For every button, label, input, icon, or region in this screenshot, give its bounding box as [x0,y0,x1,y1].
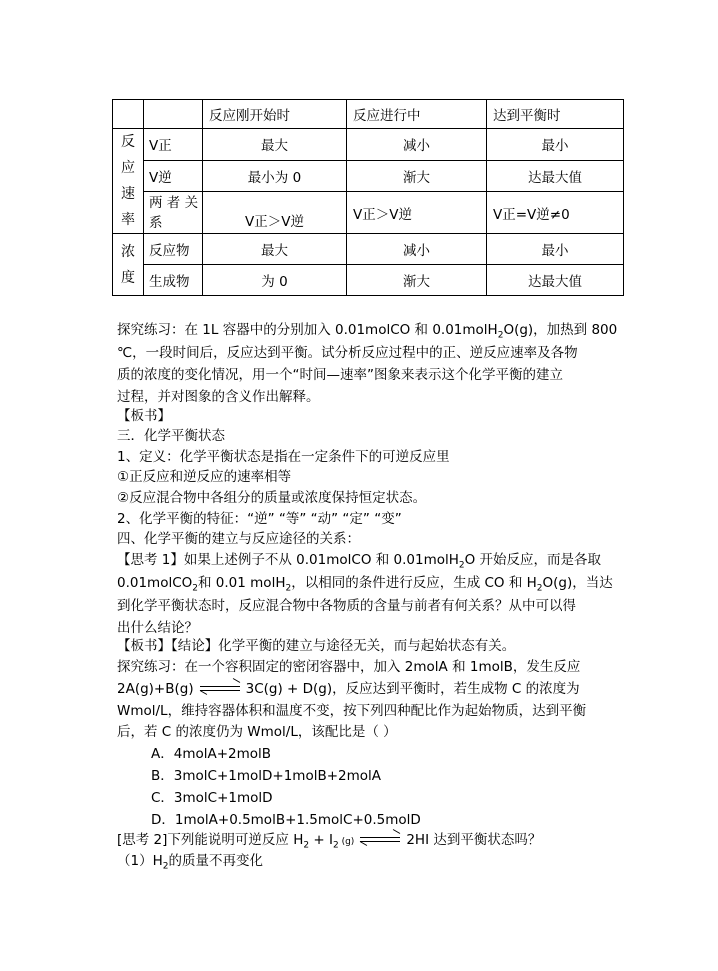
text-line: $(1)H_2$的质量不再变化 [117,853,263,872]
table-header-cell: 反应刚开始时 [203,100,347,129]
text-line: 质的浓度的变化情况，用一个“时间—速率”图象来表示这个化学平衡的建立 [117,367,563,383]
text-line: ①正反应和逆反应的速率相等 [117,469,292,485]
equilibrium-arrow-icon [360,835,400,845]
text-line: ②反应混合物中各组分的质量或浓度保持恒定状态。 [117,490,427,506]
text-line: 1、定义：化学平衡状态是指在一定条件下的可逆反应里 [117,449,450,465]
table-row [113,160,624,192]
text-line: 过程，并对图象的含义作出解释。 [117,389,320,405]
text-line: 后，若 C 的浓度仍为 Wmol/L，该配比是（ ） [117,724,397,740]
table-header-cell: 达到平衡时 [487,100,624,129]
table-cell: 达最大值 [487,160,624,192]
table-cell: 最大 [203,234,347,265]
option-d: D．1molA+0.5molB+1.5molC+0.5molD [151,812,421,828]
equilibrium-table [112,99,624,296]
table-row [113,234,624,265]
text-line: 探究练习：在 1L 容器中的分别加入 0.01molCO 和 0.01molH$_2$O(g)，加热到 800 [117,322,618,341]
text-line: 2、化学平衡的特征：“逆” “等” “动” “定” “变” [117,511,402,527]
table-header-row [113,100,624,129]
table-header-cell [144,100,203,129]
table-cell: 最小为 0 [203,160,347,192]
table-row [113,265,624,296]
text-line: 到化学平衡状态时，反应混合物中各物质的含量与前者有何关系？从中可以得 [117,598,576,614]
row-label: V正 [144,129,203,161]
table-cell: 渐大 [347,265,487,296]
option-c: C．3molC+1molD [151,790,273,806]
group-label-concentration: 浓 度 [113,234,144,296]
row-label: 反应物 [144,234,203,265]
group-label-rate: 反 应 速 率 [113,129,144,234]
table-cell: V正=V逆≠0 [487,192,624,234]
text-line: Wmol/L，维持容器体积和温度不变，按下列四种配比作为起始物质，达到平衡 [117,703,587,719]
table-cell: 减小 [347,234,487,265]
text-line: ℃，一段时间后，反应达到平衡。试分析反应过程中的正、逆反应速率及各物 [117,345,578,361]
section-heading: 三．化学平衡状态 [117,428,225,444]
text-line: 【板书】【结论】化学平衡的建立与途径无关，而与起始状态有关。 [117,638,516,654]
table-header-cell: 反应进行中 [347,100,487,129]
table-cell: 达最大值 [487,265,624,296]
table-cell: V正＞V逆 [347,192,487,234]
table-header-cell [113,100,144,129]
text-line: 【板书】 [117,408,171,424]
text-line: 【思考 1】如果上述例子不从 0.01molCO 和 0.01molH$_2$O 开始反应，而是各取 [117,552,602,571]
text-line: [思考 2]下列能说明可逆反应 $H_2 + I_2$ (g) 2HI 达到平衡状态吗？ [117,830,541,850]
text-line: 0.01molCO$_2$和 0.01 molH$_2$，以相同的条件进行反应，生成 CO 和 $H_2O(g)$，当达 [117,575,613,594]
text-line: 2A(g)+B(g) 3C(g) + D(g)，反应达到平衡时，若生成物 C 的浓度为 [117,679,580,699]
table-cell: V正＞V逆 [203,192,347,234]
row-label: 生成物 [144,265,203,296]
table-row [113,129,624,161]
table-cell: 最大 [203,129,347,161]
table-row [113,192,624,234]
table-cell: 为 0 [203,265,347,296]
table-cell: 减小 [347,129,487,161]
table-cell: 最小 [487,129,624,161]
option-b: B．3molC+1molD+1molB+2molA [151,768,382,784]
section-heading: 四、化学平衡的建立与反应途径的关系： [117,531,360,547]
row-label: 两 者 关 系 [144,192,203,234]
text-line: 出什么结论？ [117,620,198,636]
table-cell: 渐大 [347,160,487,192]
table-cell: 最小 [487,234,624,265]
equilibrium-arrow-icon [200,684,240,694]
row-label: V逆 [144,160,203,192]
option-a: A．4molA+2molB [151,746,272,762]
text-line: 探究练习：在一个容积固定的密闭容器中，加入 2molA 和 1molB，发生反应 [117,659,581,675]
